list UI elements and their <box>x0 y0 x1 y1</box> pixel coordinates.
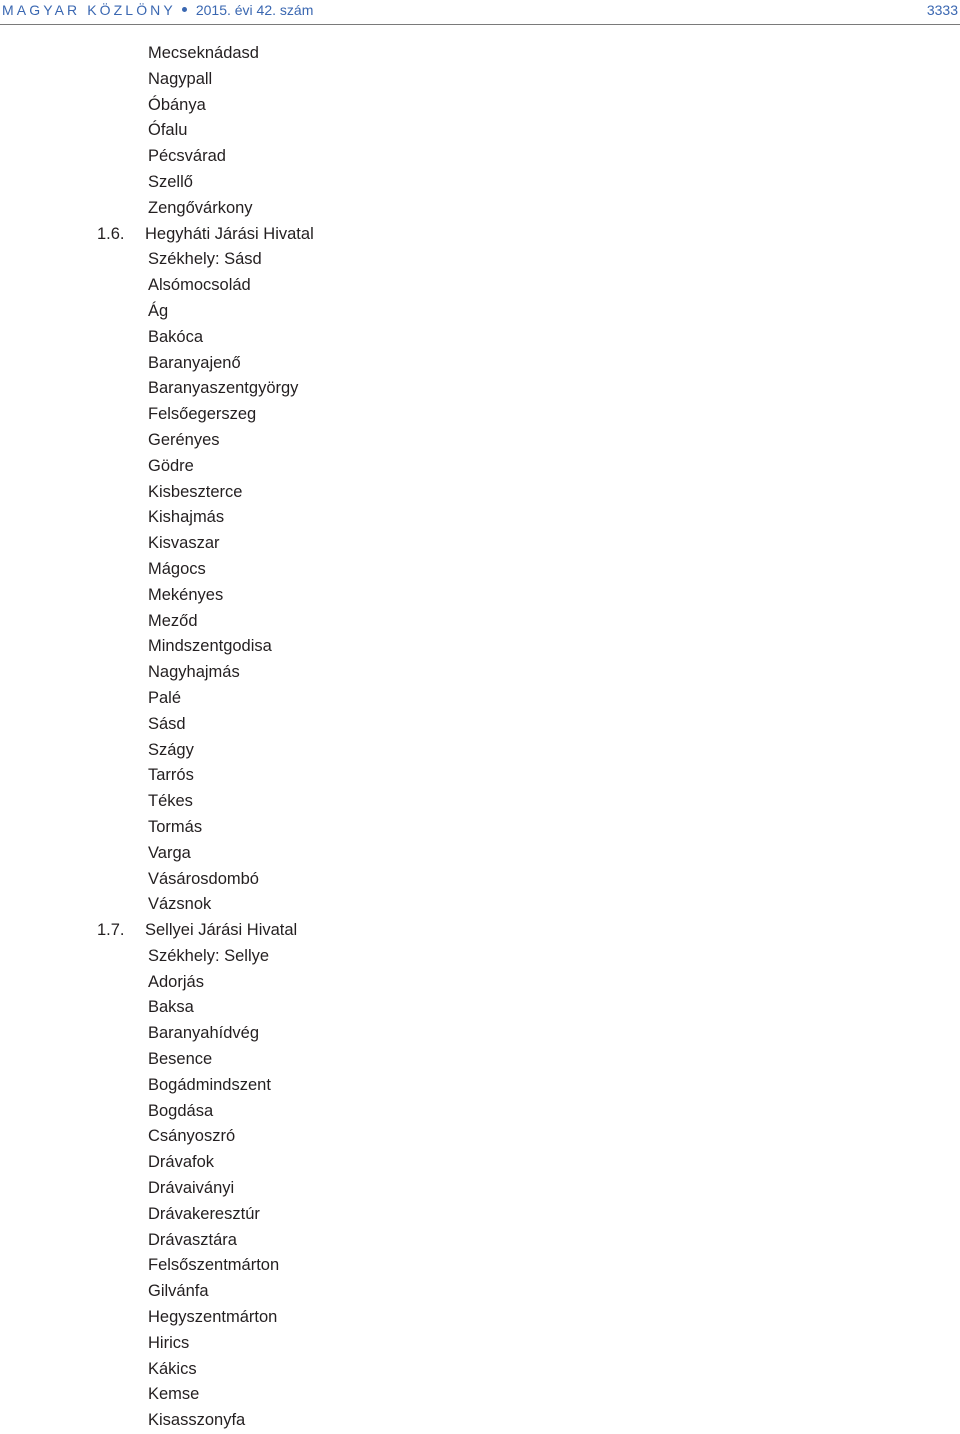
settlement-name: Szellő <box>148 172 193 191</box>
list-item <box>0 247 960 273</box>
settlement-name: Alsómocsolád <box>148 276 251 295</box>
settlement-name: Drávafok <box>148 1153 215 1172</box>
list-item <box>0 299 960 325</box>
list-item <box>0 1021 960 1047</box>
list-item <box>0 583 960 609</box>
page-number: 3333 <box>926 2 958 18</box>
settlement-name: Adorjás <box>148 972 204 991</box>
list-item <box>0 170 960 196</box>
list-item <box>0 1150 960 1176</box>
settlement-name: Tarrós <box>148 766 194 785</box>
list-item <box>0 557 960 583</box>
list-item <box>0 1073 960 1099</box>
list-item <box>0 763 960 789</box>
settlement-name: Drávakeresztúr <box>148 1204 260 1223</box>
list-item <box>0 1331 960 1357</box>
settlement-name: Besence <box>148 1050 213 1069</box>
list-item <box>0 970 960 996</box>
list-item <box>0 196 960 222</box>
section-title: Sellyei Járási Hivatal <box>145 921 298 940</box>
settlement-name: Bogdása <box>148 1101 214 1120</box>
list-item <box>0 1279 960 1305</box>
settlement-name: Mecseknádasd <box>148 44 259 62</box>
list-item <box>0 1228 960 1254</box>
settlement-name: Meződ <box>148 611 198 630</box>
list-item <box>0 480 960 506</box>
list-item <box>0 712 960 738</box>
journal-name: MAGYAR KÖZLÖNY <box>2 2 176 18</box>
section-number: 1.6. <box>97 224 125 243</box>
settlement-name: Baranyaszentgyörgy <box>148 379 299 398</box>
settlement-name: Kisvaszar <box>148 534 220 553</box>
settlement-name: Bakóca <box>148 327 204 346</box>
list-item <box>0 402 960 428</box>
list-item <box>0 841 960 867</box>
settlement-name: Sásd <box>148 714 186 733</box>
list-item <box>0 1408 960 1434</box>
list-item <box>0 1202 960 1228</box>
settlement-name: Szágy <box>148 740 194 759</box>
section-heading <box>0 918 960 944</box>
settlement-name: Kemse <box>148 1385 200 1404</box>
settlement-name: Varga <box>148 843 191 862</box>
list-item <box>0 634 960 660</box>
settlement-name: Székhely: Sellye <box>148 946 270 965</box>
list-item <box>0 815 960 841</box>
settlement-name: Drávaiványi <box>148 1179 235 1198</box>
list-item <box>0 1124 960 1150</box>
settlement-name: Nagyhajmás <box>148 663 240 682</box>
list-item <box>0 892 960 918</box>
settlement-name: Felsőszentmárton <box>148 1256 280 1275</box>
settlement-name: Pécsvárad <box>148 147 226 166</box>
settlement-name: Zengővárkony <box>148 198 253 217</box>
list-item <box>0 454 960 480</box>
list-item <box>0 944 960 970</box>
section-heading <box>0 222 960 248</box>
section-number: 1.7. <box>97 921 125 940</box>
section-title: Hegyháti Járási Hivatal <box>145 224 314 243</box>
settlement-name: Drávasztára <box>148 1230 237 1249</box>
settlement-name: Vázsnok <box>148 895 212 914</box>
list-item <box>0 118 960 144</box>
list-item <box>0 1253 960 1279</box>
list-item <box>0 144 960 170</box>
header-divider <box>0 24 960 25</box>
list-item <box>0 376 960 402</box>
list-item <box>0 325 960 351</box>
settlement-name: Nagypall <box>148 69 213 88</box>
list-item <box>0 273 960 299</box>
list-item <box>0 1099 960 1125</box>
settlement-name: Baranyahídvég <box>148 1024 259 1043</box>
settlement-name: Mindszentgodisa <box>148 637 272 656</box>
settlement-name: Palé <box>148 688 182 707</box>
list-item <box>0 1382 960 1408</box>
list-item <box>0 428 960 454</box>
list-item <box>0 1357 960 1383</box>
settlement-name: Ág <box>148 301 169 320</box>
settlement-name: Mekényes <box>148 585 224 604</box>
page-header <box>0 0 960 24</box>
settlement-name: Baranyajenő <box>148 353 241 372</box>
settlement-name: Hirics <box>148 1333 190 1352</box>
settlement-name: Baksa <box>148 998 194 1017</box>
list-item <box>0 789 960 815</box>
list-item <box>0 93 960 119</box>
list-item <box>0 1047 960 1073</box>
settlement-name: Hegyszentmárton <box>148 1308 278 1327</box>
list-item <box>0 738 960 764</box>
list-item <box>0 686 960 712</box>
settlement-name: Tékes <box>148 792 193 811</box>
list-item <box>0 531 960 557</box>
list-item <box>0 1176 960 1202</box>
settlement-name: Óbánya <box>148 95 206 114</box>
settlement-name: Vásárosdombó <box>148 869 259 888</box>
bullet-separator-icon <box>182 7 187 12</box>
list-item <box>0 351 960 377</box>
list-item <box>0 67 960 93</box>
settlement-name: Gerényes <box>148 430 220 449</box>
list-item <box>0 41 960 67</box>
settlement-name: Mágocs <box>148 559 206 578</box>
list-item <box>0 1305 960 1331</box>
running-head <box>2 2 313 18</box>
settlement-list <box>0 41 960 1434</box>
list-item <box>0 505 960 531</box>
settlement-name: Gödre <box>148 456 194 475</box>
settlement-name: Bogádmindszent <box>148 1075 271 1094</box>
list-item <box>0 867 960 893</box>
settlement-name: Gilvánfa <box>148 1282 209 1301</box>
settlement-name: Csányoszró <box>148 1127 236 1146</box>
settlement-name: Felsőegerszeg <box>148 405 257 424</box>
list-item <box>0 609 960 635</box>
settlement-name: Kákics <box>148 1359 197 1378</box>
settlement-name: Kisbeszterce <box>148 482 243 501</box>
settlement-name: Tormás <box>148 817 203 836</box>
settlement-name: Székhely: Sásd <box>148 250 262 269</box>
list-item <box>0 995 960 1021</box>
issue-label: 2015. évi 42. szám <box>195 2 314 18</box>
settlement-name: Kisasszonyfa <box>148 1411 246 1430</box>
list-item <box>0 660 960 686</box>
settlement-name: Kishajmás <box>148 508 225 527</box>
settlement-name: Ófalu <box>148 121 188 140</box>
